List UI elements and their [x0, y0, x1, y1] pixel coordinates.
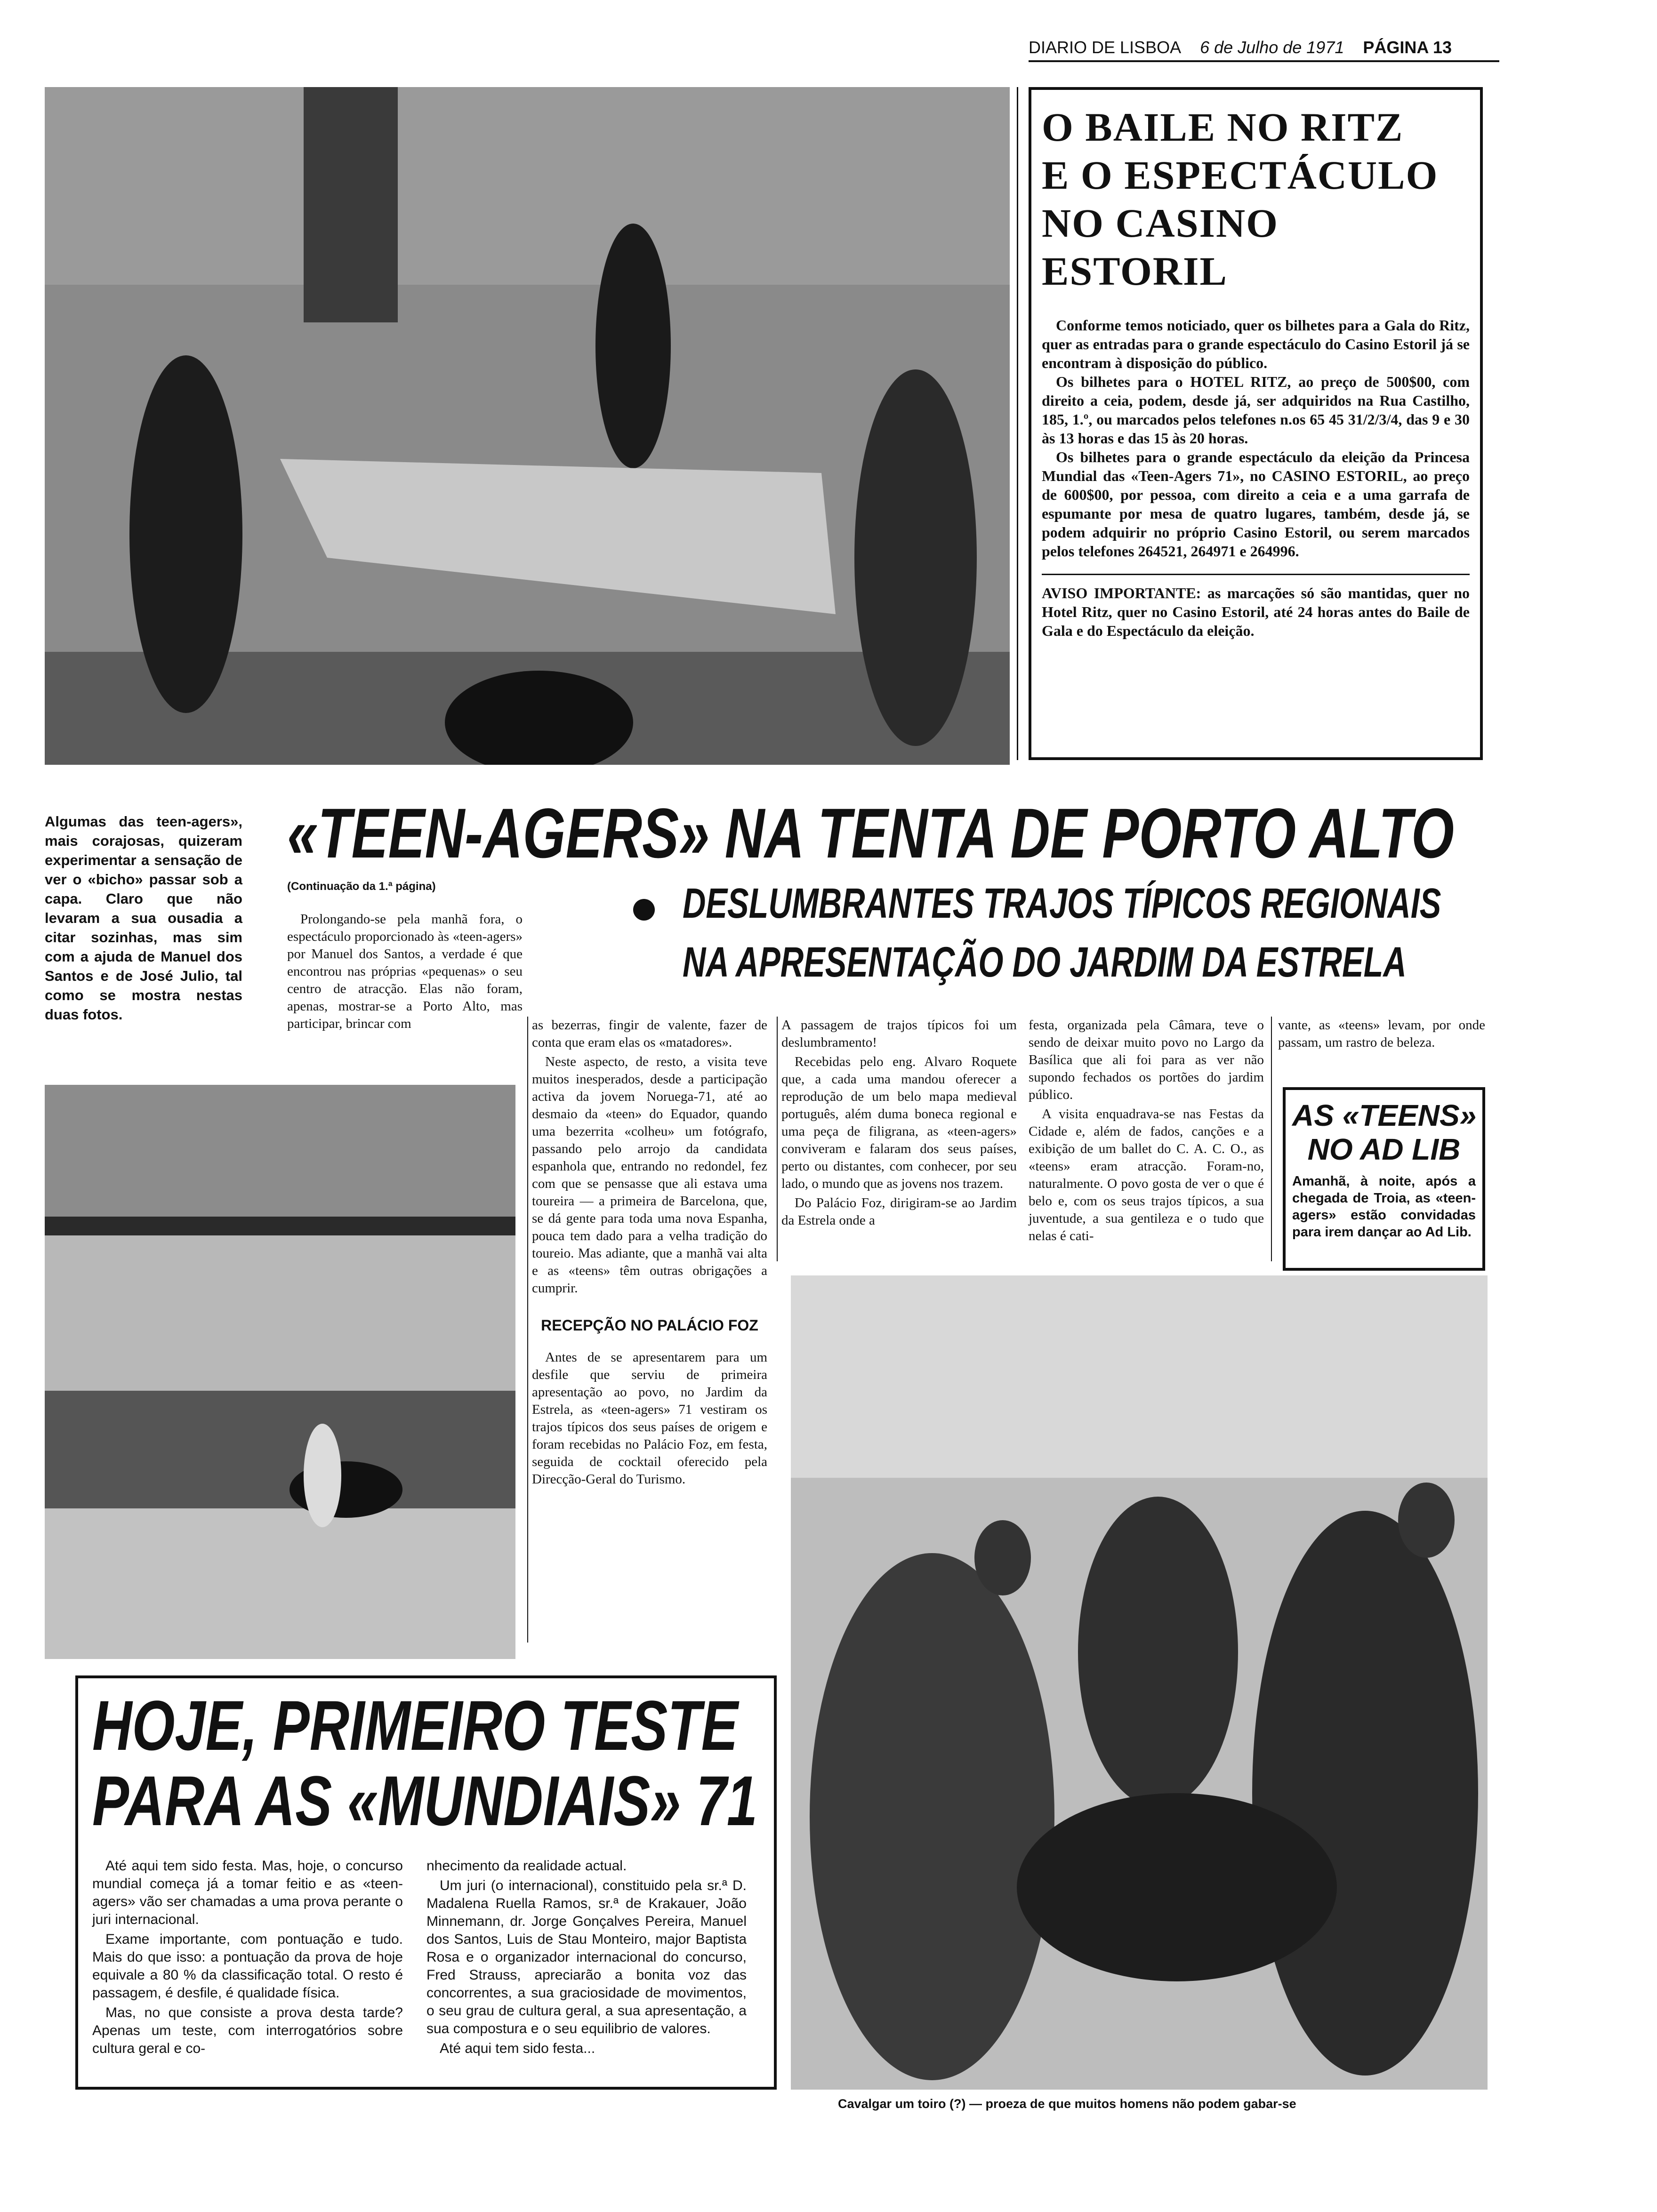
ritz-title — [1042, 103, 1470, 295]
column-rule — [527, 1017, 528, 1643]
subheadline-2: NA APRESENTAÇÃO DO JARDIM DA ESTRELA — [683, 939, 1407, 986]
article-column-2 — [532, 1017, 767, 1490]
article-paragraph: Do Palácio Foz, dirigiram-se ao Jardim da Estrela onde a — [781, 1195, 1017, 1228]
ritz-paragraph: Os bilhetes para o grande espectáculo da eleição da Princesa Mundial das «Teen-Agers 71», no CASINO ESTORIL, ao preço de 600$00, por pessoa, com direito a ceia e a uma garrafa de espumante por mesa de quatro lugares, também, desde já, se podem adquirir no próprio Casino Estoril, ou serem marcados pelos telefones 264521, 264971 e 264996. — [1042, 449, 1470, 560]
teste-paragraph: Exame importante, com pontuação e tudo. Mais do que isso: a pontuação da prova de hoje equivale a 80 % da classificação total. O resto é passagem, é desfile, é qualidade física. — [92, 1931, 403, 2001]
ritz-announcement-box — [1029, 87, 1483, 760]
article-paragraph: as bezerras, fingir de valente, fazer de conta que eram elas os «matadores». — [532, 1018, 767, 1050]
teste-article-box — [75, 1675, 777, 2090]
article-paragraph: vante, as «teens» levam, por onde passam, um rastro de beleza. — [1278, 1018, 1485, 1050]
teens-box-title-2: NO AD LIB — [1307, 1132, 1461, 1166]
teste-paragraph: nhecimento da realidade actual. — [426, 1858, 627, 1874]
article-paragraph: festa, organizada pela Câmara, teve o sendo de deixar muito povo no Largo da Basílica que ali foi para as ver não supondo fechados os portões do jardim público. — [1029, 1018, 1264, 1102]
article-column-3 — [781, 1017, 1017, 1231]
subhead-recepcao: RECEPÇÃO NO PALÁCIO FOZ — [541, 1317, 758, 1334]
teste-column-1 — [92, 1857, 403, 2060]
teste-paragraph: Até aqui tem sido festa... — [440, 2041, 595, 2056]
left-photo-caption: Algumas das teen-agers», mais corajosas, quizeram experimentar a sensação de ver o «bicho» passar sob a capa. Claro que não levaram a sua ousadia a citar sozinhas, mas sim com a ajuda de Manuel dos Santos e de José Julio, tal como se mostra nestas duas fotos. — [45, 813, 242, 1023]
page-header — [1029, 29, 1499, 62]
continuation-note: (Continuação da 1.ª página) — [287, 880, 436, 893]
ritz-title-line3: NO CASINO ESTORIL — [1042, 200, 1279, 294]
article-paragraph: Recebidas pelo eng. Alvaro Roquete que, a cada uma mandou oferecer a reprodução de um belo mapa medieval português, além duma boneca regional e uma peça de filigrana, as «teen-agers» conviveram e falaram dos seus países, perto ou distantes, com conhecer, por seu lado, o mundo que as jovens nos trazem. — [781, 1054, 1017, 1191]
subheadline-1: DESLUMBRANTES TRAJOS TÍPICOS REGIONAIS — [683, 880, 1441, 927]
issue-date: 6 de Julho de 1971 — [1200, 38, 1344, 57]
ritz-title-line1: O BAILE NO RITZ — [1042, 104, 1404, 150]
paper-name: DIARIO DE LISBOA — [1029, 38, 1182, 57]
article-paragraph: A passagem de trajos típicos foi um deslumbramento! — [781, 1018, 1017, 1050]
riding-photo-caption: Cavalgar um toiro (?) — proeza de que muitos homens não podem gabar-se — [838, 2097, 1296, 2111]
teste-headline-2: PARA AS «MUNDIAIS» 71 — [92, 1761, 757, 1840]
teens-ad-lib-box — [1283, 1087, 1485, 1271]
ritz-body — [1042, 316, 1470, 561]
column-rule — [1271, 1017, 1272, 1261]
article-paragraph: A visita enquadrava-se nas Festas da Cidade e, além de fados, canções e a exibição de um ballet do C. A. C. O., as «teens» eram atracção. Foram-no, naturalmente. O povo gosta de ver o que é belo e, com os seus trajos típicos, a sua juventude, a sua gentileza e o tudo que nelas é cati- — [1029, 1106, 1264, 1243]
page-number: PÁGINA 13 — [1363, 38, 1452, 57]
teste-headline-1: HOJE, PRIMEIRO TESTE — [92, 1686, 738, 1765]
main-headline: «TEEN-AGERS» NA TENTA DE PORTO ALTO — [287, 793, 1454, 873]
article-column-1 — [287, 911, 523, 1034]
teste-paragraph: Até aqui tem sido festa. Mas, hoje, o concurso mundial começa já a tomar feitio e as «teen-agers» vão ser chamadas a uma prova perante o juri internacional. — [92, 1858, 403, 1927]
photo-bullfight-capes — [45, 87, 1010, 765]
article-column-5 — [1278, 1017, 1485, 1053]
teste-column-2 — [426, 1857, 747, 2060]
article-paragraph: Antes de se apresentarem para um desfile que serviu de primeira apresentação ao povo, no Jardim da Estrela, as «teen-agers» 71 vestiram os trajos típicos dos seus países de origem e foram recebidas no Palácio Foz, em festa, seguida de cocktail oferecido pela Direcção-Geral do Turismo. — [532, 1350, 767, 1487]
column-rule — [1017, 87, 1018, 760]
article-paragraph: Neste aspecto, de resto, a visita teve muitos inesperados, desde a participação activa da jovem Noruega-71, até ao desmaio da «teen» do Equador, quando uma bezerrita «colheu» um fotógrafo, passando pelo arrojo da candidata espanhola que, entrando no redondel, fez com que se pensasse que ali estava uma toureira — a primeira de Barcelona, que, se dá gente para toda uma nova Espanha, pouca tem dado para a velha tradição do toureio. Mas adiante, que a manhã vai alta e as «teens» têm outras obrigações a cumprir. — [532, 1054, 767, 1296]
ritz-paragraph: Conforme temos noticiado, quer os bilhetes para a Gala do Ritz, quer as entradas para o grande espectáculo do Casino Estoril já se encontram à disposição do público. — [1042, 317, 1470, 371]
bullet-dot — [633, 899, 655, 921]
teens-box-text: Amanhã, à noite, após a chegada de Troia, as «teen-agers» estão convidadas para irem dançar ao Ad Lib. — [1292, 1174, 1476, 1240]
ritz-aviso: AVISO IMPORTANTE: as marcações só são mantidas, quer no Hotel Ritz, quer no Casino Estoril, até 24 horas antes do Baile de Gala e do Espectáculo da eleição. — [1042, 574, 1470, 640]
teste-paragraph: Mas, no que consiste a prova desta tarde? Apenas um teste, com interrogatórios sobre cultura geral e co- — [92, 2005, 403, 2056]
article-column-4 — [1029, 1017, 1264, 1247]
column-rule — [777, 1017, 778, 1261]
ritz-title-line2: E O ESPECTÁCULO — [1042, 152, 1439, 198]
ritz-paragraph: Os bilhetes para o HOTEL RITZ, ao preço de 500$00, com direito a ceia, podem, desde já, ser adquiridos na Rua Castilho, 185, 1.º, ou marcados pelos telefones n.os 65 45 31/2/3/4, das 9 e 30 às 13 horas e das 15 às 20 horas. — [1042, 373, 1470, 447]
article-paragraph: Prolongando-se pela manhã fora, o espectáculo proporcionado às «teen-agers» por Manuel dos Santos, a verdade é que encontrou nas próprias «pequenas» o seu centro de atracção. Elas não foram, apenas, mostrar-se a Porto Alto, mas participar, brincar com — [287, 912, 523, 1031]
teens-box-title-1: AS «TEENS» — [1292, 1098, 1477, 1132]
teste-paragraph: Um juri (o internacional), constituido pela sr.ª D. Madalena Ruella Ramos, sr.ª de Krakauer, João Minnemann, dr. Jorge Gonçalves Pereira, Manuel dos Santos, Luis de Stau Monteiro, major Baptista Rosa e o organizador internacional do concurso, Fred Strauss, apreciarão a bonita voz das concorrentes, a sua graciosidade de movimentos, o seu grau de cultura geral, a sua apresentação, a sua compostura e o seu equilibrio de valores. — [426, 1878, 747, 2036]
photo-riding-bull — [791, 1275, 1488, 2090]
photo-bullring — [45, 1085, 515, 1659]
